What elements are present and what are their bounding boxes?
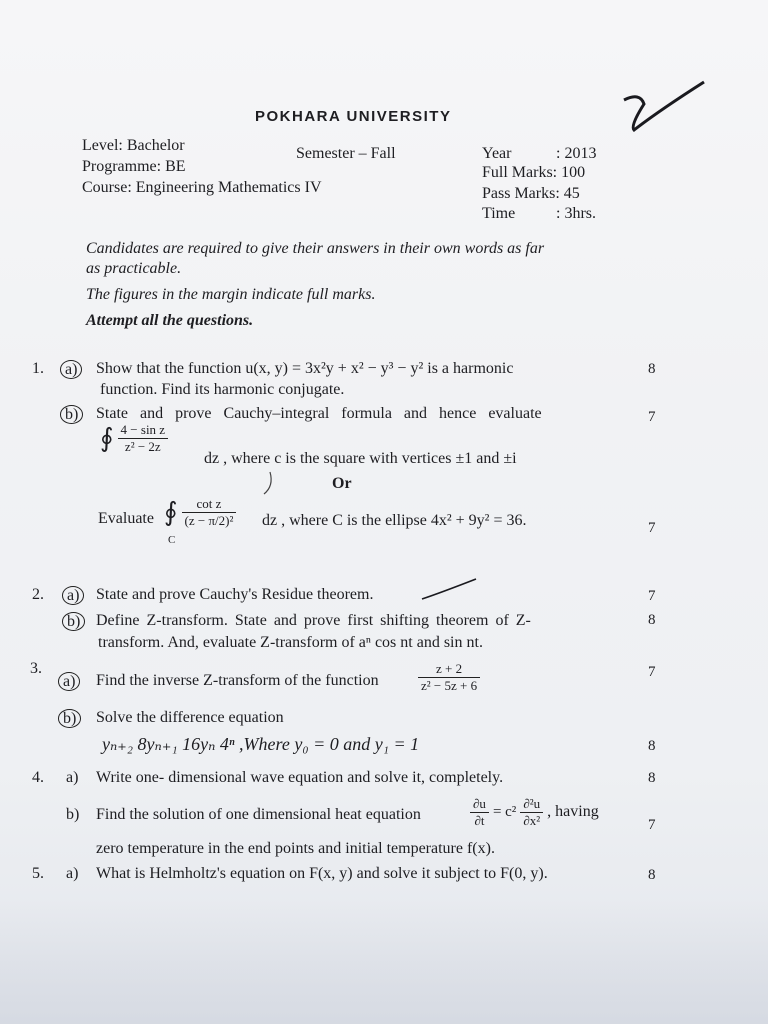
instruction-line-4: Attempt all the questions. <box>86 312 254 329</box>
q5a-text: What is Helmholtz's equation on F(x, y) and solve it subject to F(0, y). <box>96 865 548 882</box>
pass-marks-text: Pass Marks: 45 <box>482 185 580 202</box>
q1-or-fraction: $\frac{\text{cot z}}{\text{(z − π/2)²}}$ <box>182 496 237 529</box>
q1-or-rest: dz , where C is the ellipse 4x² + 9y² = 36. <box>262 512 527 529</box>
q3-number: 3. <box>30 660 42 677</box>
q2b-line-1: Define Z-transform. State and prove first shifting theorem of Z- <box>96 612 531 629</box>
q1-or: Or <box>332 475 352 492</box>
programme-text: Programme: BE <box>82 158 186 175</box>
contour-integral-icon: ∮ <box>100 423 114 453</box>
q1a-line-1: Show that the function u(x, y) = 3x²y + x² − y³ − y² is a harmonic <box>96 360 514 377</box>
level-text: Level: Bachelor <box>82 137 185 154</box>
q1b-label: b) <box>60 405 83 424</box>
q3b-marks: 8 <box>648 738 656 754</box>
q4b-equation: $\frac{\partial u}{\partial t}$ = c² $\frac{\text{∂²u}}{\text{∂x²}}$ , having <box>470 796 599 829</box>
q3b-label: b) <box>58 709 81 728</box>
q4b-line-2: zero temperature in the end points and initial temperature f(x). <box>96 840 495 857</box>
q5a-label: a) <box>66 865 79 882</box>
q2a-label: a) <box>62 586 84 605</box>
q1-or-integral <box>164 496 236 529</box>
q4b-label: b) <box>66 806 80 823</box>
year-label: Year <box>482 145 512 162</box>
q1-or-contour-c: C <box>168 534 176 546</box>
q1-or-marks: 7 <box>648 520 656 536</box>
q1a-line-2: function. Find its harmonic conjugate. <box>100 381 345 398</box>
q1b-integral <box>100 422 168 455</box>
q1-or-evaluate: Evaluate <box>98 510 154 527</box>
q1-number: 1. <box>32 360 44 377</box>
q4-number: 4. <box>32 769 44 786</box>
time-label: Time <box>482 205 516 222</box>
semester-text: Semester – Fall <box>296 145 396 162</box>
q2b-marks: 8 <box>648 612 656 628</box>
full-marks-text: Full Marks: 100 <box>482 164 586 181</box>
signature-scribble-icon <box>600 70 710 140</box>
q4a-text: Write one- dimensional wave equation and solve it, completely. <box>96 769 504 786</box>
q4a-label: a) <box>66 769 79 786</box>
q3a-marks: 7 <box>648 664 656 680</box>
instruction-line-1: Candidates are required to give their answers in their own words as far <box>86 240 545 257</box>
q4b-marks: 7 <box>648 817 656 833</box>
q3b-equation: yₙ₊₂ 8yₙ₊₁ 16yₙ 4ⁿ ,Where y₀ = 0 and y₁ = 1 <box>102 734 420 754</box>
instruction-line-2: as practicable. <box>86 260 182 277</box>
q3a-label: a) <box>58 672 80 691</box>
paper-shadow <box>0 900 768 1024</box>
year-value: : 2013 <box>556 145 597 162</box>
course-text: Course: Engineering Mathematics IV <box>82 179 322 196</box>
q1a-marks: 8 <box>648 361 656 377</box>
q4b-text: Find the solution of one dimensional heat equation <box>96 806 421 823</box>
pen-hook-icon <box>256 470 286 500</box>
q1b-fraction: $\frac{\text{4 − sin z}}{\text{z² − 2z}}$ <box>118 422 169 455</box>
q1b-marks: 7 <box>648 409 656 425</box>
q2-number: 2. <box>32 586 44 603</box>
q1a-label: a) <box>60 360 82 379</box>
q2b-label: b) <box>62 612 85 631</box>
q5-number: 5. <box>32 865 44 882</box>
q4a-marks: 8 <box>648 770 656 786</box>
q3a-fraction: $\frac{z + 2}{\text{z² − 5z + 6}}$ <box>418 661 480 694</box>
contour-integral-icon: ∮ <box>164 497 178 527</box>
q2a-marks: 7 <box>648 588 656 604</box>
tick-mark-icon <box>420 575 480 605</box>
q3b-text: Solve the difference equation <box>96 709 284 726</box>
university-title: POKHARA UNIVERSITY <box>255 108 452 125</box>
q2b-line-2: transform. And, evaluate Z-transform of aⁿ cos nt and sin nt. <box>98 634 483 651</box>
instruction-line-3: The figures in the margin indicate full marks. <box>86 286 376 303</box>
q1b-line-2: dz , where c is the square with vertices ±1 and ±i <box>204 450 517 467</box>
q1b-line-1: State and prove Cauchy–integral formula and hence evaluate <box>96 405 542 422</box>
q3a-text: Find the inverse Z-transform of the function <box>96 672 379 689</box>
time-value: : 3hrs. <box>556 205 596 222</box>
q5a-marks: 8 <box>648 867 656 883</box>
q2a-text: State and prove Cauchy's Residue theorem. <box>96 586 374 603</box>
